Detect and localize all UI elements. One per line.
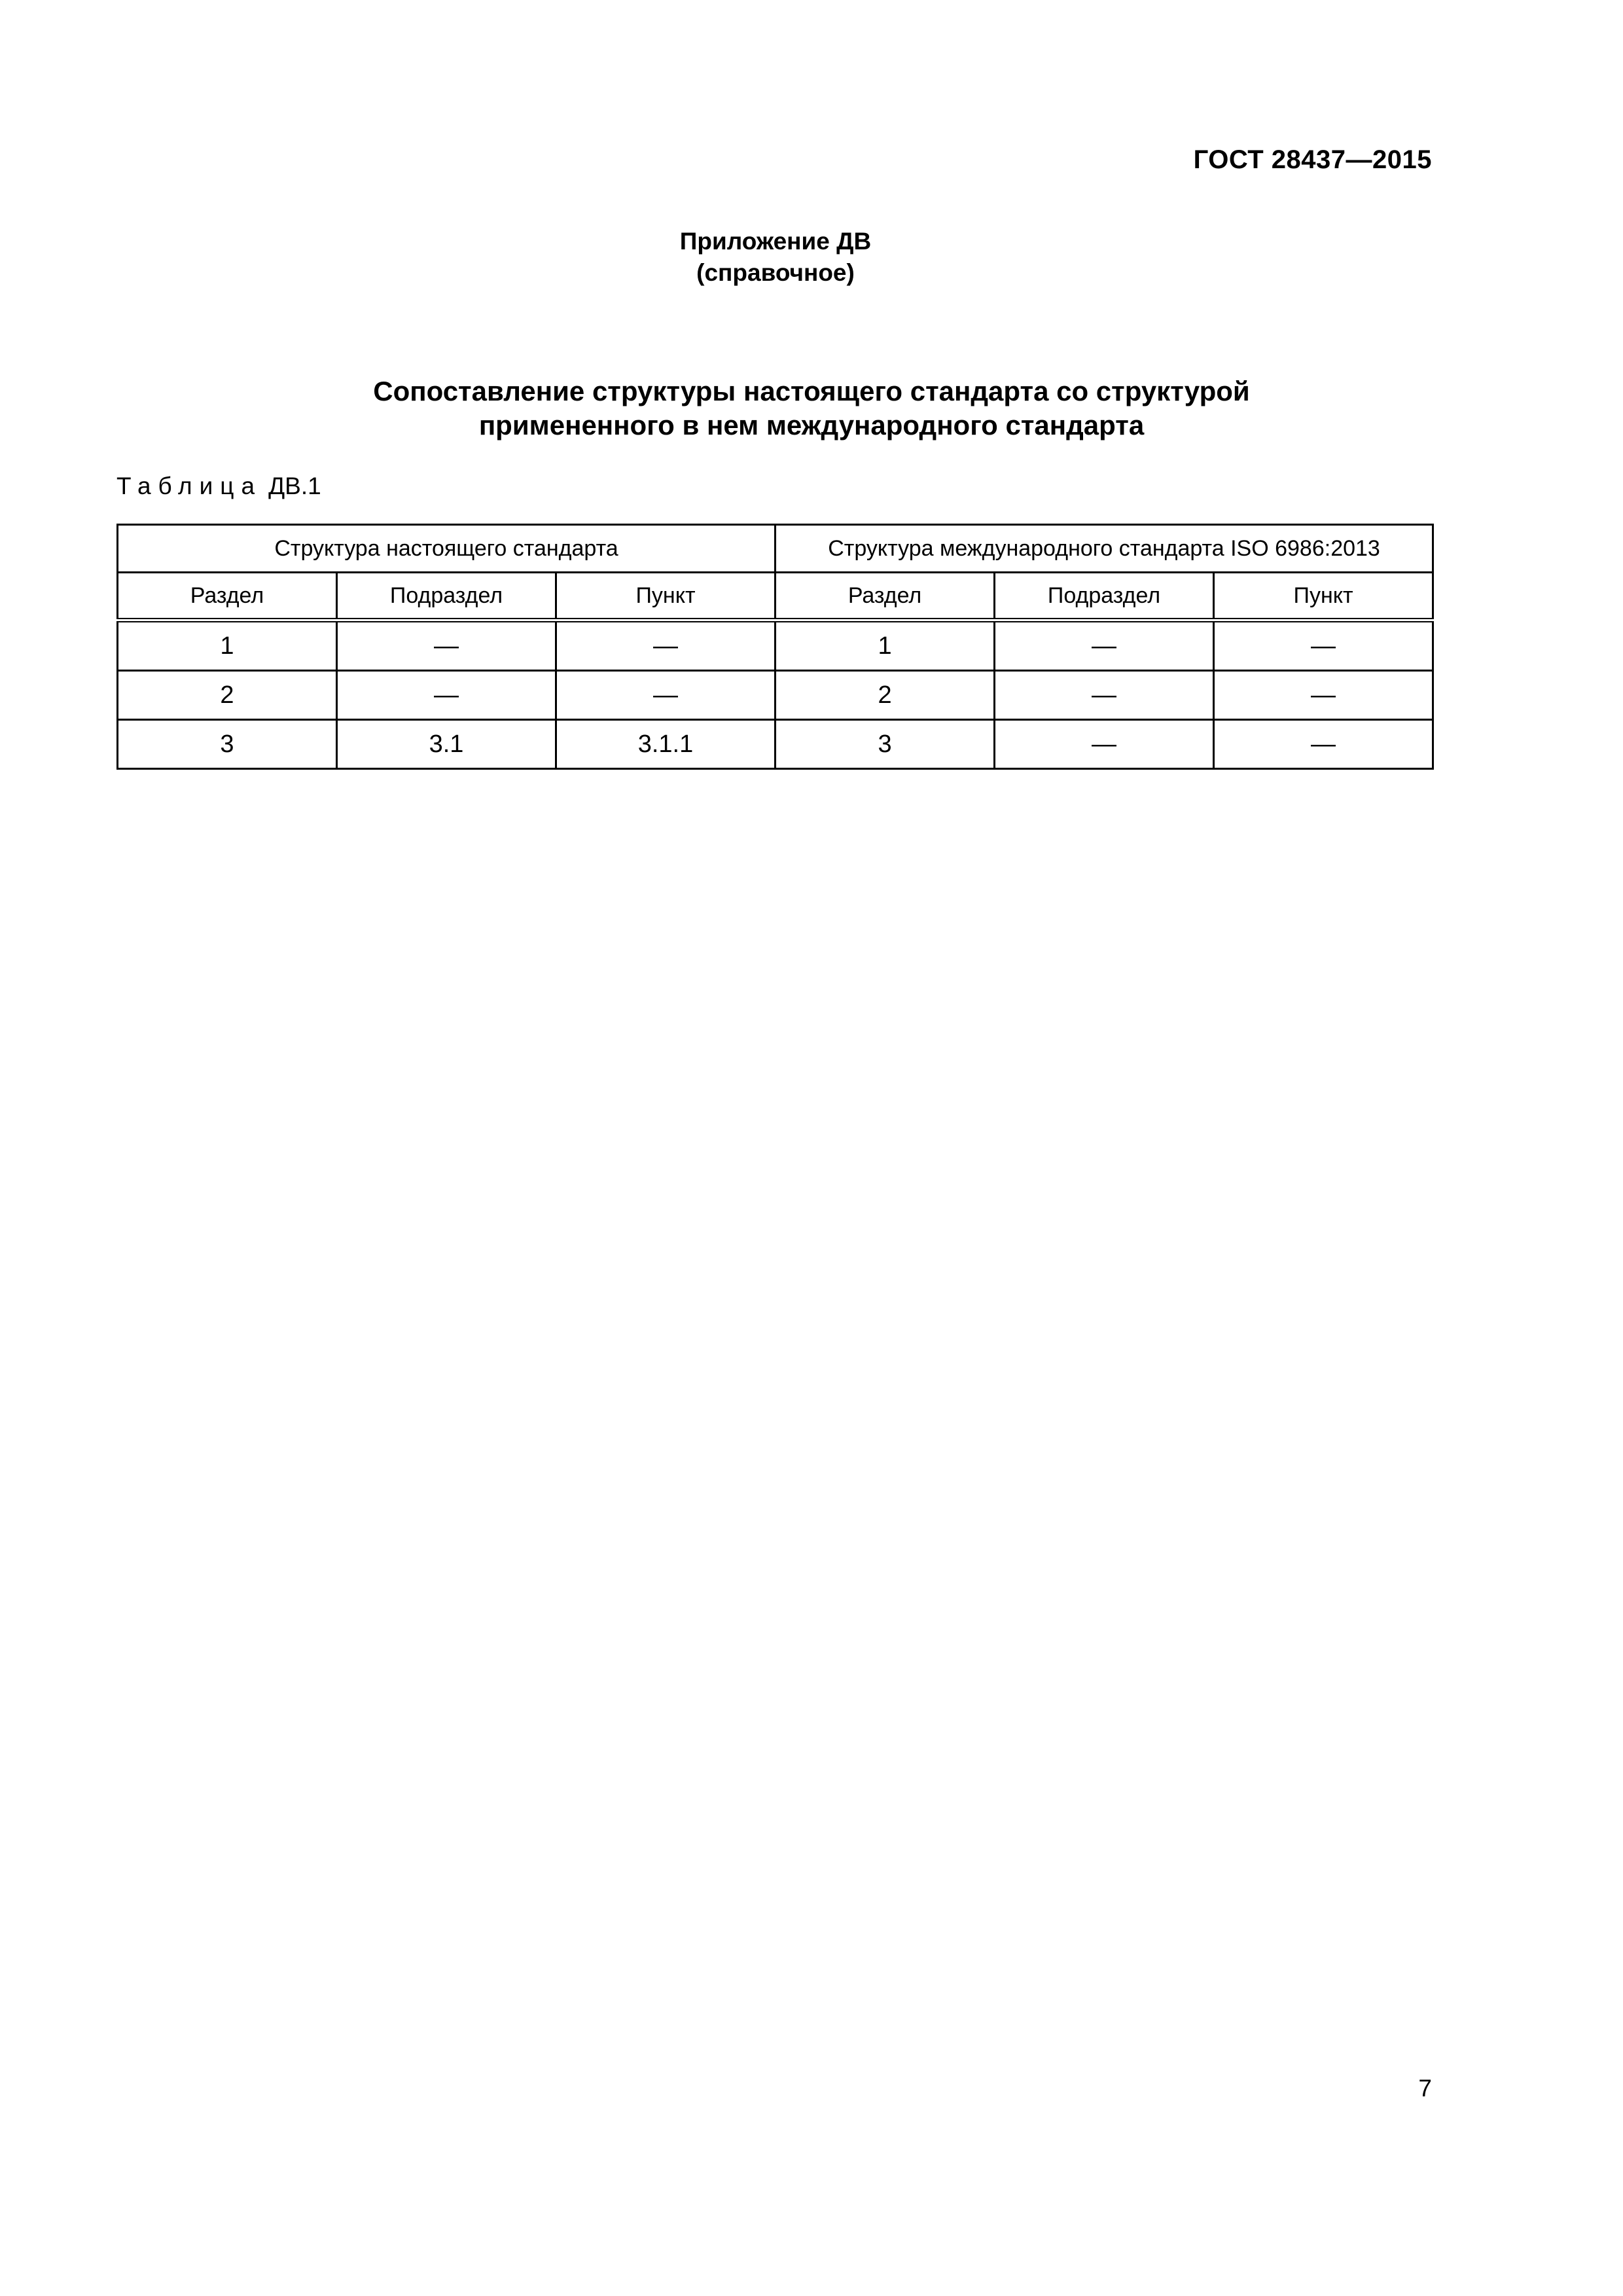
table-cell: — bbox=[337, 671, 556, 720]
section-title bbox=[0, 374, 1623, 442]
sub-header-cell: Пункт bbox=[556, 573, 776, 620]
table-cell: 3.1.1 bbox=[556, 720, 776, 769]
section-title-line-2: примененного в нем международного стандарта bbox=[478, 410, 1145, 440]
table-cell: — bbox=[995, 720, 1214, 769]
table-sub-header-row bbox=[118, 573, 1433, 620]
table-cell: 3.1 bbox=[337, 720, 556, 769]
table-cell: — bbox=[1214, 671, 1433, 720]
appendix-title: Приложение ДВ bbox=[679, 228, 872, 255]
table-cell: 3 bbox=[776, 720, 995, 769]
table-cell: 3 bbox=[118, 720, 337, 769]
structure-comparison-table bbox=[116, 524, 1434, 770]
table-row bbox=[118, 620, 1433, 671]
table-cell: — bbox=[995, 671, 1214, 720]
table-caption-word: Таблица bbox=[116, 473, 262, 499]
group-header-national: Структура настоящего стандарта bbox=[118, 525, 776, 573]
sub-header-cell: Раздел bbox=[776, 573, 995, 620]
table-caption-number: ДВ.1 bbox=[268, 473, 321, 499]
table-cell: — bbox=[337, 620, 556, 671]
table-cell: — bbox=[1214, 720, 1433, 769]
table-row bbox=[118, 720, 1433, 769]
table-cell: 2 bbox=[776, 671, 995, 720]
section-title-line-1: Сопоставление структуры настоящего стандарта со структурой bbox=[373, 376, 1250, 406]
appendix-type: (справочное) bbox=[696, 259, 855, 286]
sub-header-cell: Подраздел bbox=[337, 573, 556, 620]
table-row bbox=[118, 671, 1433, 720]
table-group-header-row bbox=[118, 525, 1433, 573]
page-number: 7 bbox=[1418, 2075, 1432, 2102]
table-cell: 1 bbox=[776, 620, 995, 671]
table-cell: 1 bbox=[118, 620, 337, 671]
table-cell: — bbox=[556, 620, 776, 671]
appendix-heading bbox=[0, 226, 1551, 289]
document-code: ГОСТ 28437—2015 bbox=[1193, 145, 1432, 174]
sub-header-cell: Раздел bbox=[118, 573, 337, 620]
group-header-international: Структура международного стандарта ISO 6986:2013 bbox=[776, 525, 1433, 573]
table-cell: — bbox=[556, 671, 776, 720]
table-caption bbox=[116, 473, 321, 500]
table-cell: — bbox=[995, 620, 1214, 671]
table-cell: 2 bbox=[118, 671, 337, 720]
table-cell: — bbox=[1214, 620, 1433, 671]
sub-header-cell: Подраздел bbox=[995, 573, 1214, 620]
sub-header-cell: Пункт bbox=[1214, 573, 1433, 620]
